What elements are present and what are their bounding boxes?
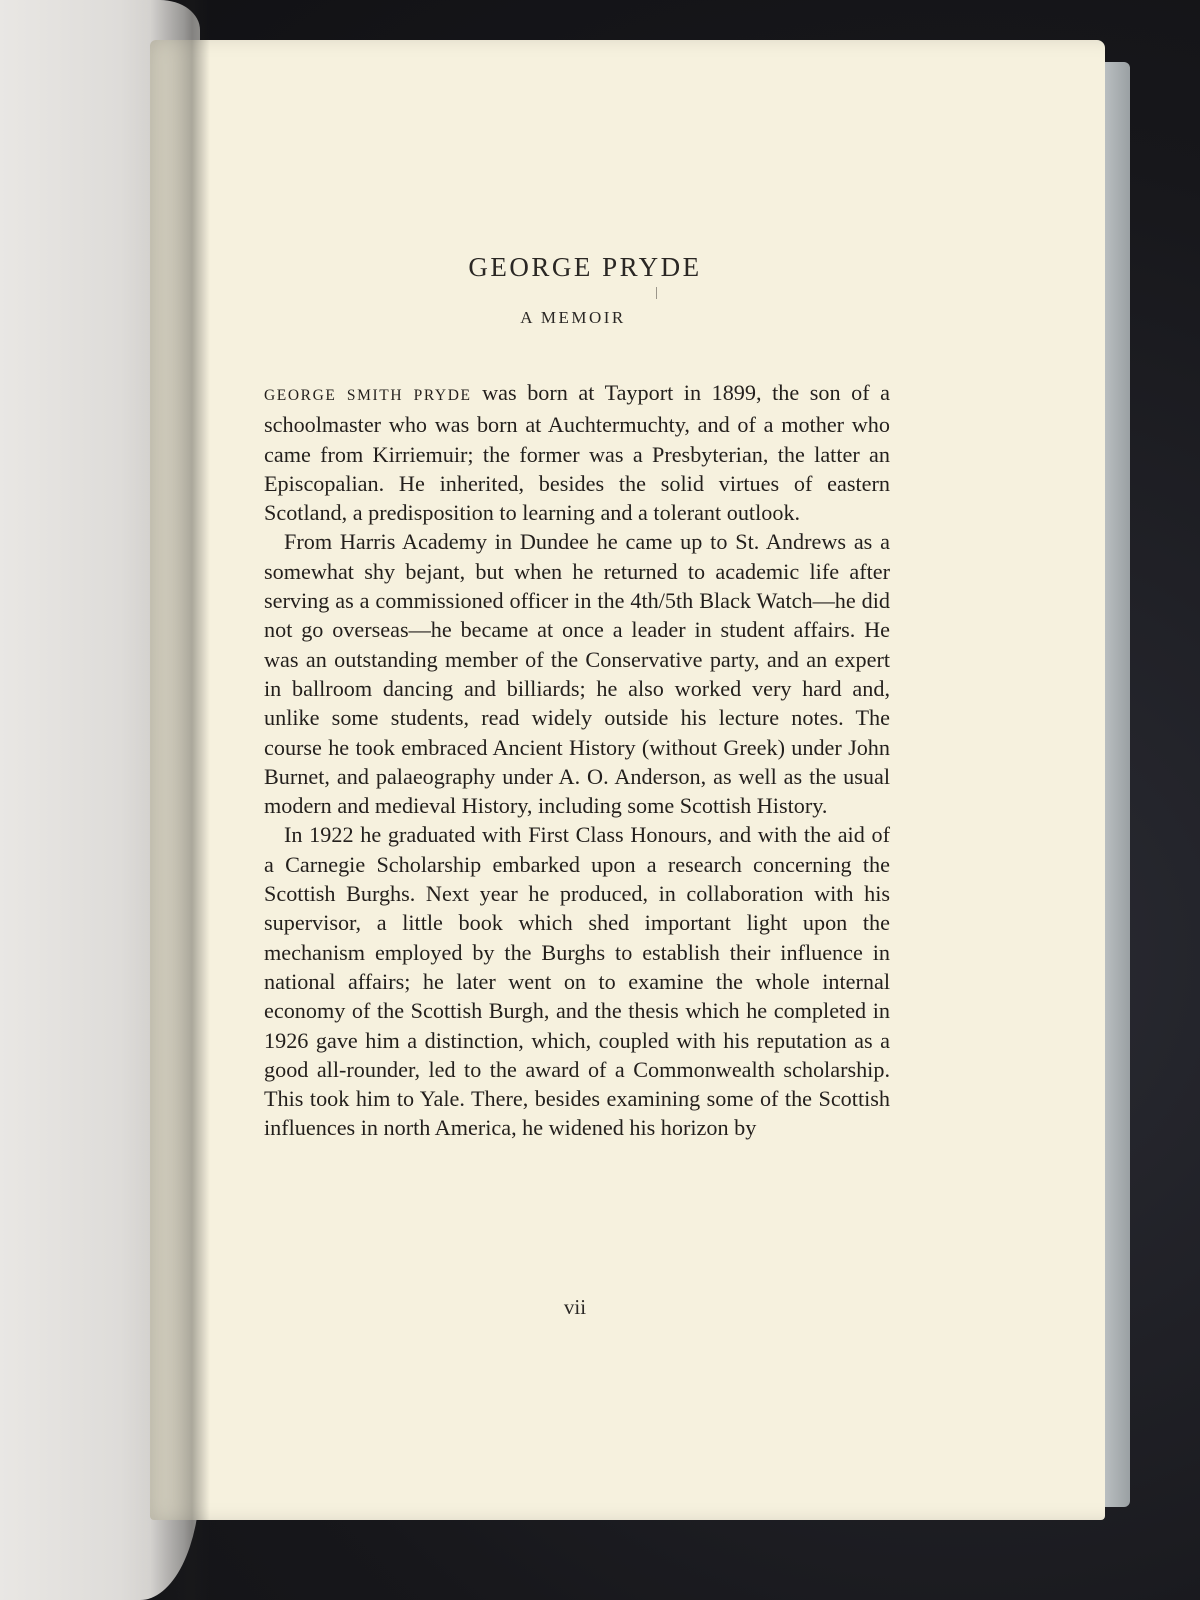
printing-mark: [656, 287, 657, 299]
paragraph-1-text: was born at Tayport in 1899, the son of a schoolmaster who was born at Auchtermuchty, and of a mother who came from Kirriemuir; the former was a Presbyterian, the latter an Episcopalian. He inherited, besides the solid virtues of eastern Scotland, a predisposition to learning and a tolerant outlook.: [264, 380, 890, 526]
paragraph-2: From Harris Academy in Dundee he came up to St. Andrews as a somewhat shy bejant, but when he returned to academic life after serving as a commissioned officer in the 4th/5th Black Watch—he did not go overseas—he became at once a leader in student affairs. He was an outstanding member of the Conservative party, and an expert in ballroom dancing and billiards; he also worked very hard and, unlike some students, read widely outside his lecture notes. The course he took embraced Ancient History (without Greek) under John Burnet, and palaeography under A. O. Anderson, as well as the usual modern and medieval History, including some Scottish History.: [264, 529, 890, 819]
spine-shadow: [150, 0, 210, 1600]
page-title: GEORGE PRYDE: [468, 252, 702, 282]
paragraph-3: In 1922 he graduated with First Class Honours, and with the aid of a Carnegie Scholarship embarked upon a research concerning the Scottish Burghs. Next year he produced, in collaboration with his supervisor, a little book which shed important light upon the mechanism employed by the Burghs to establish their influence in national affairs; he later went on to examine the whole internal economy of the Scottish Burgh, and the thesis which he completed in 1926 gave him a distinction, which, coupled with his reputation as a good all-rounder, led to the award of a Commonwealth scholarship. This took him to Yale. There, besides examining some of the Scottish influences in north America, he widened his horizon by: [264, 822, 890, 1141]
page-subtitle: A MEMOIR: [520, 308, 626, 327]
memoir-body: [264, 378, 890, 1143]
opening-smallcaps: GEORGE SMITH PRYDE: [264, 387, 472, 404]
paragraph-1: [264, 378, 890, 527]
page-number: vii: [563, 1295, 587, 1319]
